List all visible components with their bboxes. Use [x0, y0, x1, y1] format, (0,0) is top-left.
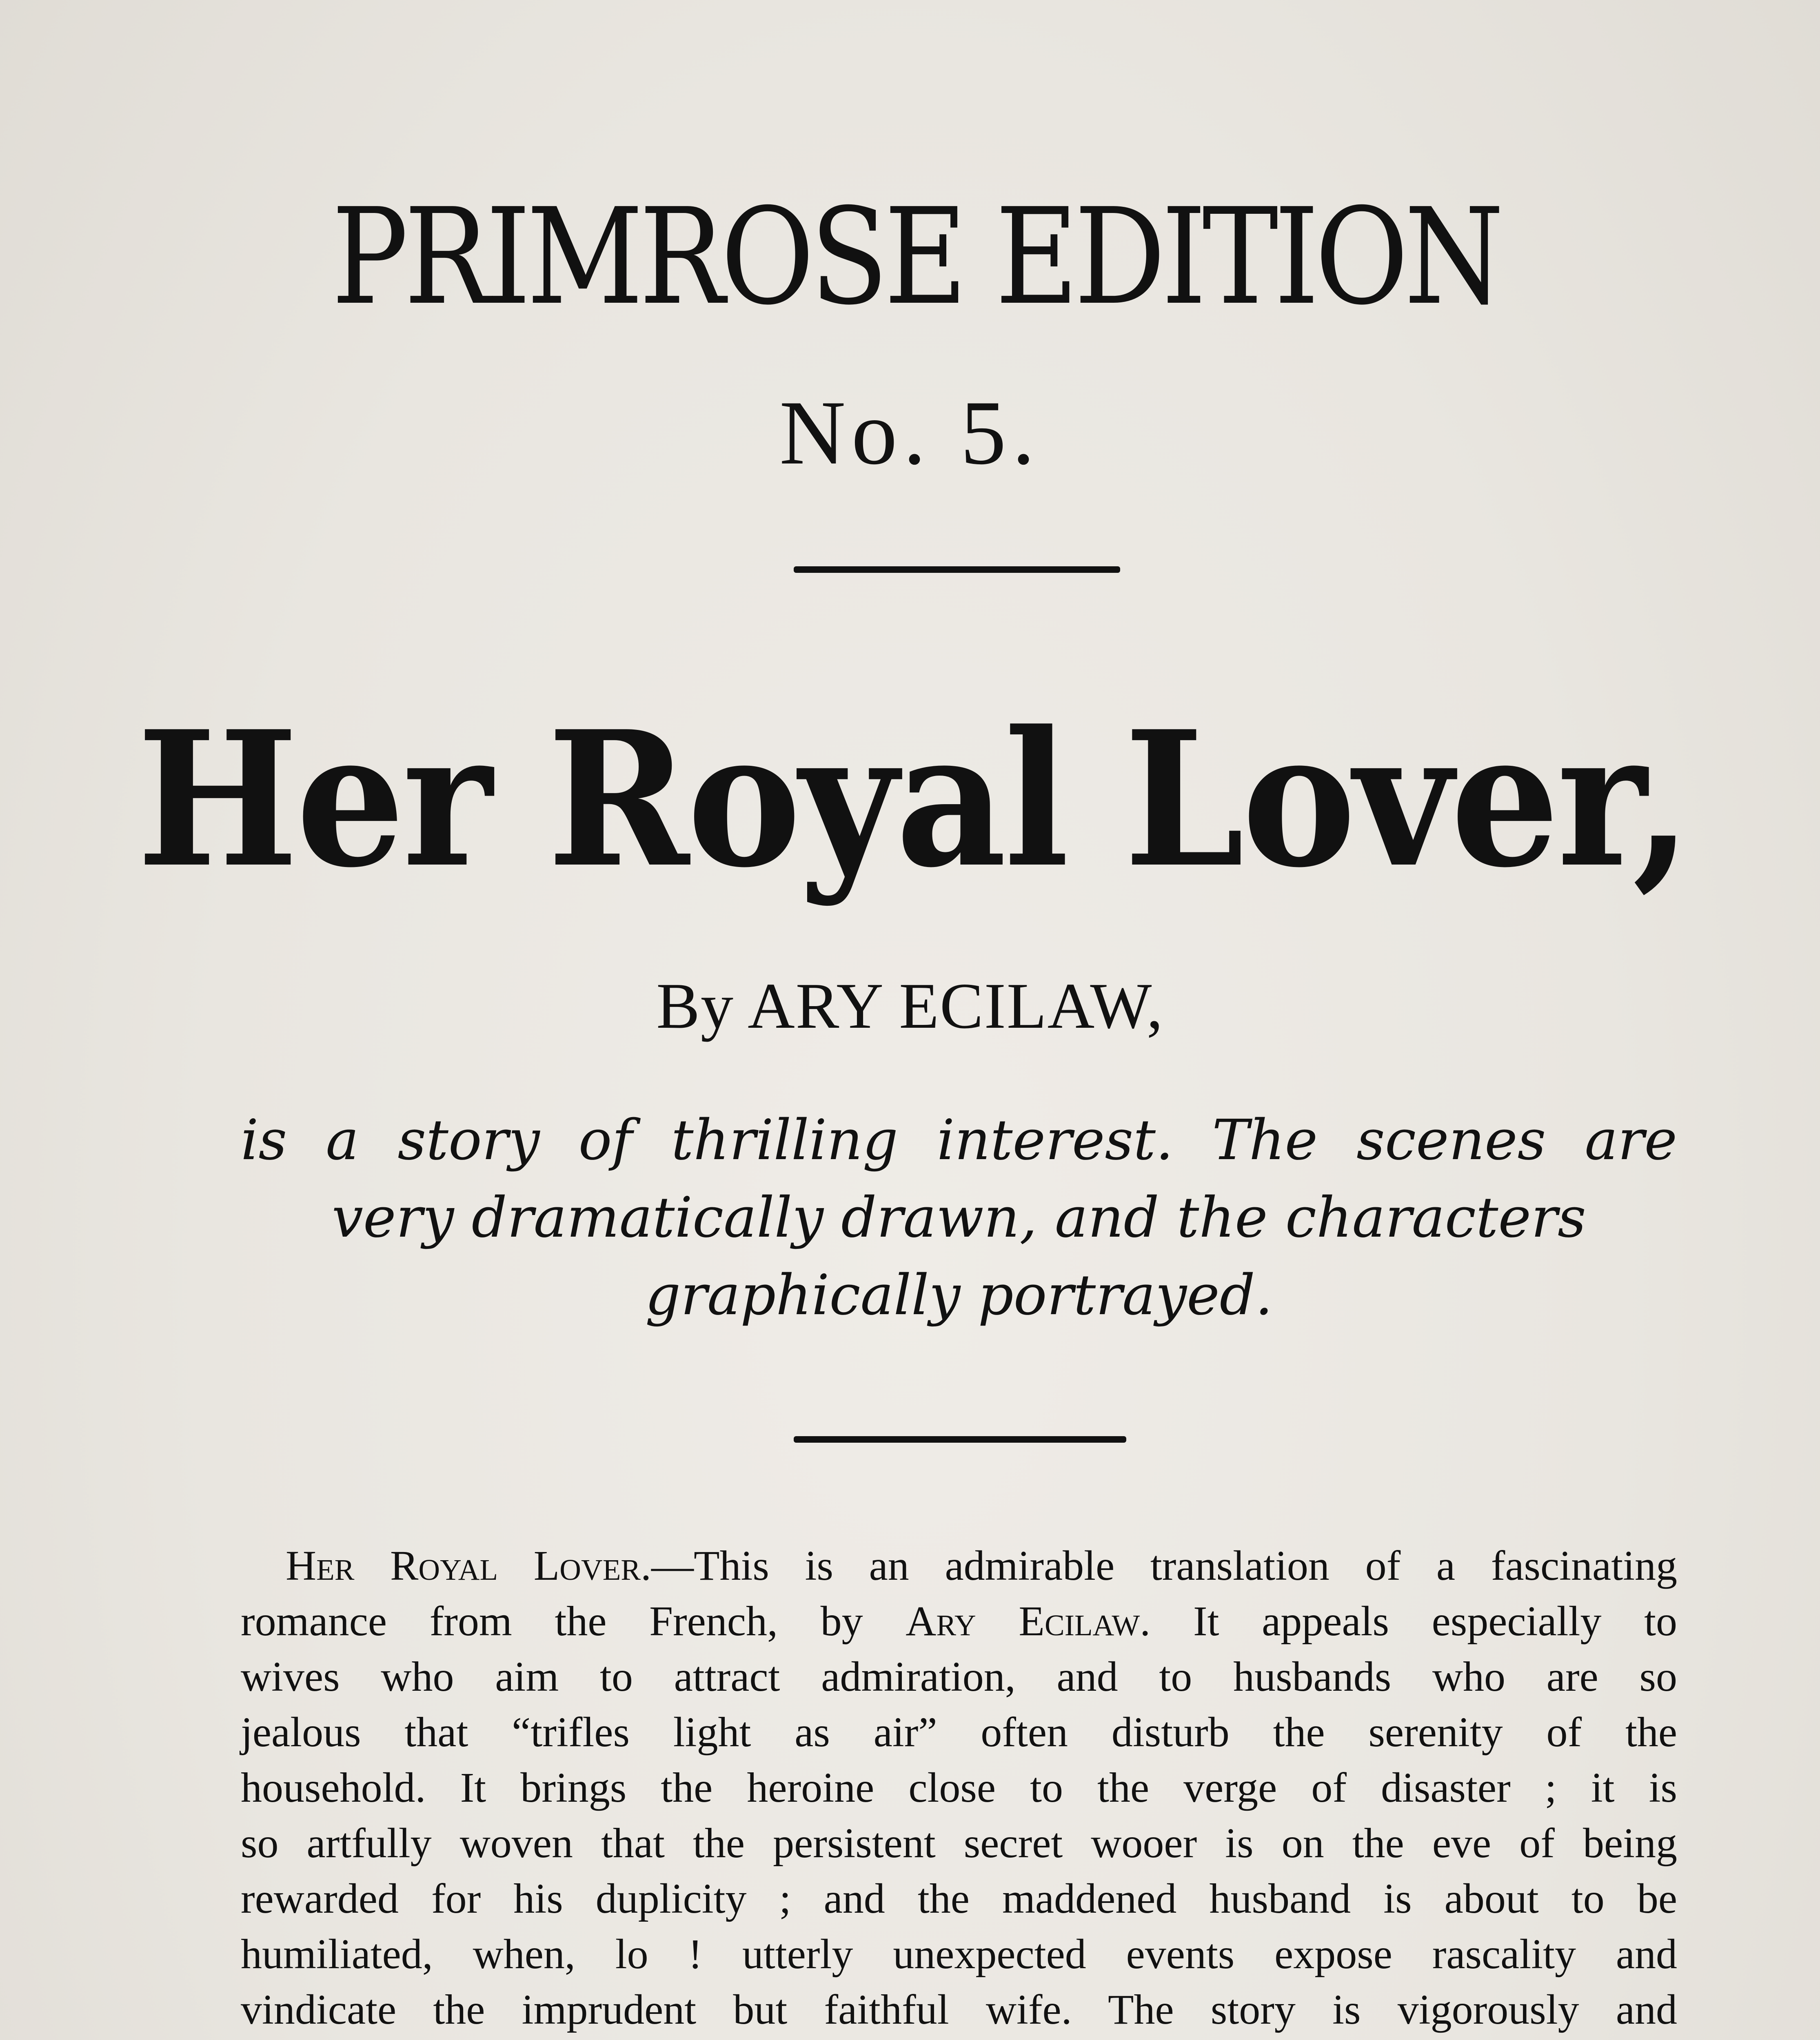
blurb-paragraph: [241, 1102, 1677, 1334]
blurb-line: very dramatically drawn, and the characters: [332, 1186, 1586, 1250]
review-line: rewarded for his duplicity ; and the maddened husband is about to be: [241, 1875, 1677, 1922]
review-line: wives who aim to attract admiration, and to husbands who are so: [241, 1653, 1677, 1700]
review-line: vindicate the imprudent but faithful wife. The story is vigorously and: [241, 1986, 1677, 2033]
review-lead-title: Her Royal Lover.: [286, 1542, 651, 1589]
series-heading: PRIMROSE EDITION: [331, 180, 1500, 334]
review-line: so artfully woven that the persistent secret wooer is on the eve of being: [241, 1820, 1677, 1867]
divider-rule: [794, 1436, 1126, 1443]
review-line: jealous that “trifles light as air” often disturb the serenity of the: [241, 1709, 1677, 1756]
author-byline: By ARY ECILAW,: [656, 969, 1164, 1042]
divider-rule: [794, 566, 1120, 573]
review-text: romance from the French, by: [241, 1598, 906, 1645]
review-line: [241, 1538, 1677, 1594]
review-text: It appeals especially to: [1150, 1598, 1677, 1645]
blurb-line: graphically portrayed.: [645, 1263, 1273, 1328]
review-author-name: Ary Ecilaw.: [906, 1598, 1151, 1645]
blurb-line: is a story of thrilling interest. The scenes are: [241, 1108, 1677, 1173]
review-line: humiliated, when, lo ! utterly unexpected events expose rascality and: [241, 1931, 1677, 1978]
review-text: —This is an admirable translation of a fascinating: [651, 1542, 1677, 1589]
edition-number: No. 5.: [779, 381, 1041, 483]
review-line: household. It brings the heroine close to the verge of disaster ; it is: [241, 1764, 1677, 1811]
review-paragraph: [241, 1538, 1677, 2040]
review-line: [241, 2038, 1677, 2040]
review-line: [241, 1594, 1677, 1649]
book-title: Her Royal Lover,: [137, 691, 1690, 909]
